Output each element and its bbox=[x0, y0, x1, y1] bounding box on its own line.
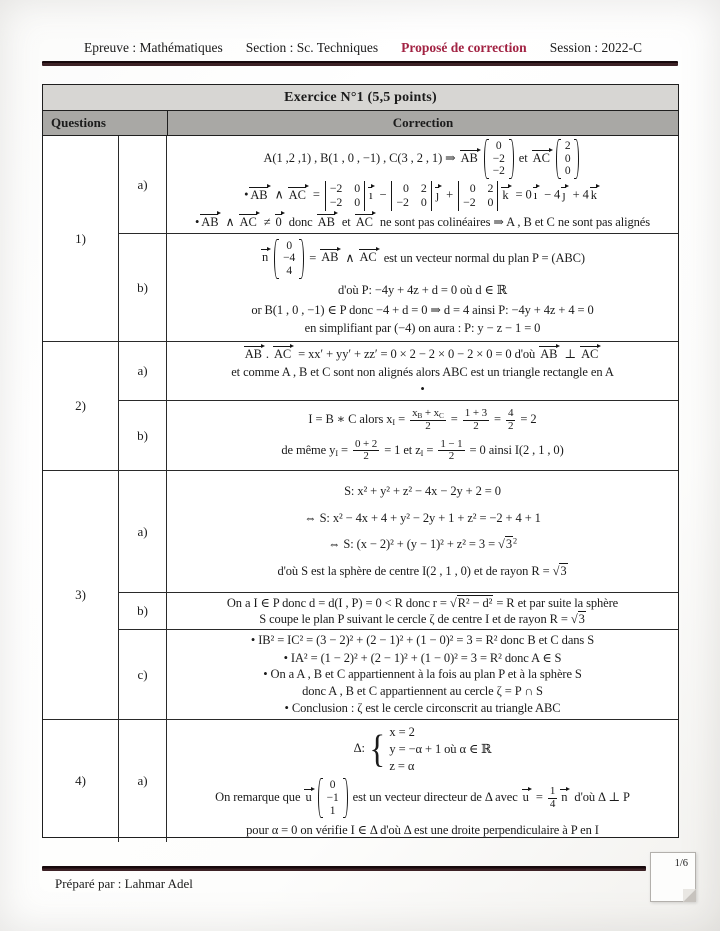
question-number-cell: 1) bbox=[43, 136, 119, 341]
question-number-cell: 2) bbox=[43, 342, 119, 470]
exam-session-label: Session : 2022-C bbox=[549, 40, 642, 55]
formula-line: de même $y_I$ = $\frac{0 + 2}{2}$ = 1 et $z_I$ = $\frac{1 - 1}{2}$ = 0 ainsi I(2 , 1 , 0) bbox=[281, 437, 564, 463]
question-number-cell: 4) bbox=[43, 720, 119, 842]
formula-line: et comme A , B et C sont non alignés alors ABC est un triangle rectangle en A bbox=[231, 364, 614, 379]
subquestion-row-1a bbox=[119, 136, 678, 233]
question-letter-cell: b) bbox=[119, 234, 167, 341]
formula-line: ⇔ S: $(x - 2)^2 + (y - 1)^2 + z^2 = 3 = √3^2$ bbox=[327, 536, 517, 552]
formula-line: AB . AC = xx′ + yy′ + zz′ = 0 × 2 − 2 × 0 − 2 × 0 = 0 d'où AB ⊥ AC bbox=[243, 345, 603, 362]
subquestion-row-2a bbox=[119, 342, 678, 400]
formula-line: • IB² = IC² = (3 − 2)² + (2 − 1)² + (1 − 0)² = 3 = R² donc B et C dans S bbox=[250, 632, 595, 647]
question-letter-cell: a) bbox=[119, 136, 167, 233]
formula-line: On a I ∈ P donc d = d(I , P) = 0 < R donc r = √R² − d² = R et par suite la sphère bbox=[226, 596, 619, 610]
correction-cell bbox=[167, 720, 678, 842]
formula-line: • bbox=[420, 381, 425, 396]
formula-line: d'où P: −4y + 4z + d = 0 où d ∈ ℝ bbox=[337, 283, 507, 298]
header-rule bbox=[42, 61, 678, 66]
formula-line: • Conclusion : ζ est le cercle circonscrit au triangle ABC bbox=[284, 701, 561, 716]
correction-cell bbox=[167, 471, 678, 592]
question-row-4 bbox=[43, 720, 678, 842]
correction-cell bbox=[167, 593, 678, 629]
page-corner-icon bbox=[650, 852, 696, 902]
subquestion-row-3b bbox=[119, 592, 678, 629]
exam-header bbox=[84, 40, 642, 56]
question-letter-cell: a) bbox=[119, 720, 167, 842]
formula-line: donc A , B et C appartiennent au cercle ζ = P ∩ S bbox=[302, 684, 543, 699]
correction-table bbox=[42, 84, 679, 838]
question-letter-cell: b) bbox=[119, 401, 167, 470]
formula-line: • IA² = (1 − 2)² + (2 − 1)² + (1 − 0)² = 3 = R² donc A ∈ S bbox=[283, 650, 562, 665]
formula-line: pour α = 0 on vérifie I ∈ Δ d'où Δ est une droite perpendiculaire à P en I bbox=[246, 822, 599, 837]
formula-line: • On a A , B et C appartiennent à la fois au plan P et à la sphère S bbox=[263, 667, 582, 682]
table-title: Exercice N°1 (5,5 points) bbox=[43, 85, 678, 111]
footer-rule bbox=[42, 866, 646, 871]
subquestion-row-1b bbox=[119, 233, 678, 341]
question-row-3 bbox=[43, 471, 678, 720]
correction-cell bbox=[167, 136, 678, 233]
correction-label: Proposé de correction bbox=[401, 40, 527, 55]
correction-cell bbox=[167, 234, 678, 341]
question-row-2 bbox=[43, 342, 678, 471]
subquestion-row-3c bbox=[119, 629, 678, 719]
question-row-1 bbox=[43, 136, 678, 342]
formula-line: A(1 ,2 ,1) , B(1 , 0 , −1) , C(3 , 2 , 1) ⇒ AB 0 −2 −2 et AC 2 0 0 bbox=[264, 139, 582, 179]
correction-column-header: Correction bbox=[392, 115, 454, 130]
subquestion-row-4a bbox=[119, 720, 678, 842]
correction-cell bbox=[167, 401, 678, 470]
exam-section-label: Section : Sc. Techniques bbox=[245, 40, 379, 55]
formula-line: n 0 −4 4 = AB ∧ AC est un vecteur normal du plan P = (ABC) bbox=[262, 239, 585, 277]
formula-line: or B(1 , 0 , −1) ∈ P donc −4 + d = 0 ⇒ d = 4 ainsi P: −4y + 4z + 4 = 0 bbox=[251, 302, 594, 317]
table-column-headers bbox=[43, 111, 678, 136]
formula-line: ⇔ S: x² − 4x + 4 + y² − 2y + 1 + z² = −2 + 4 + 1 bbox=[304, 510, 541, 525]
prepared-by-label: Préparé par : Lahmar Adel bbox=[55, 876, 193, 891]
questions-column-header: Questions bbox=[43, 111, 168, 135]
question-letter-cell: a) bbox=[119, 471, 167, 592]
formula-line: I = B ∗ C alors $x_I$ = $\frac{x_B + x_C}{2}$ = $\frac{1 + 3}{2}$ = $\frac{4}{2}$ = 2 bbox=[308, 407, 537, 432]
exam-subject-label: Epreuve : Mathématiques bbox=[84, 40, 223, 55]
subquestion-row-2b bbox=[119, 400, 678, 470]
formula-line: Δ: { x = 2 y = −α + 1 où α ∈ ℝ z = α bbox=[353, 725, 492, 774]
page-fold-shadow-icon bbox=[683, 889, 696, 902]
formula-line: • AB ∧ AC ≠ 0 donc AB et AC ne sont pas colinéaires ⇒ A , B et C ne sont pas alignés bbox=[194, 214, 650, 229]
formula-line: S coupe le plan P suivant le cercle ζ de centre I et de rayon R = √3 bbox=[259, 612, 585, 626]
formula-line: On remarque que u 0 −1 1 est un vecteur directeur de Δ avec u = $\frac{1}{4}$ n d'où Δ ⊥ P bbox=[215, 779, 630, 817]
correction-cell bbox=[167, 342, 678, 400]
question-letter-cell: b) bbox=[119, 593, 167, 629]
formula-line: en simplifiant par (−4) on aura : P: y − z − 1 = 0 bbox=[304, 321, 541, 336]
correction-cell bbox=[167, 630, 678, 719]
question-number-cell: 3) bbox=[43, 471, 119, 719]
subquestion-row-3a bbox=[119, 471, 678, 592]
formula-line: • AB ∧ AC = −2 0 −2 0 ı − 0 2 −2 0 ȷ + 0 2 −2 0 k = 0 ı − 4 ȷ + 4 k bbox=[244, 181, 601, 210]
page-number-badge: 1/6 bbox=[674, 858, 688, 869]
question-letter-cell: c) bbox=[119, 630, 167, 719]
formula-line: S: x² + y² + z² − 4x − 2y + 2 = 0 bbox=[344, 483, 501, 498]
formula-line: d'où S est la sphère de centre I(2 , 1 , 0) et de rayon R = √3 bbox=[277, 564, 567, 579]
question-letter-cell: a) bbox=[119, 342, 167, 400]
